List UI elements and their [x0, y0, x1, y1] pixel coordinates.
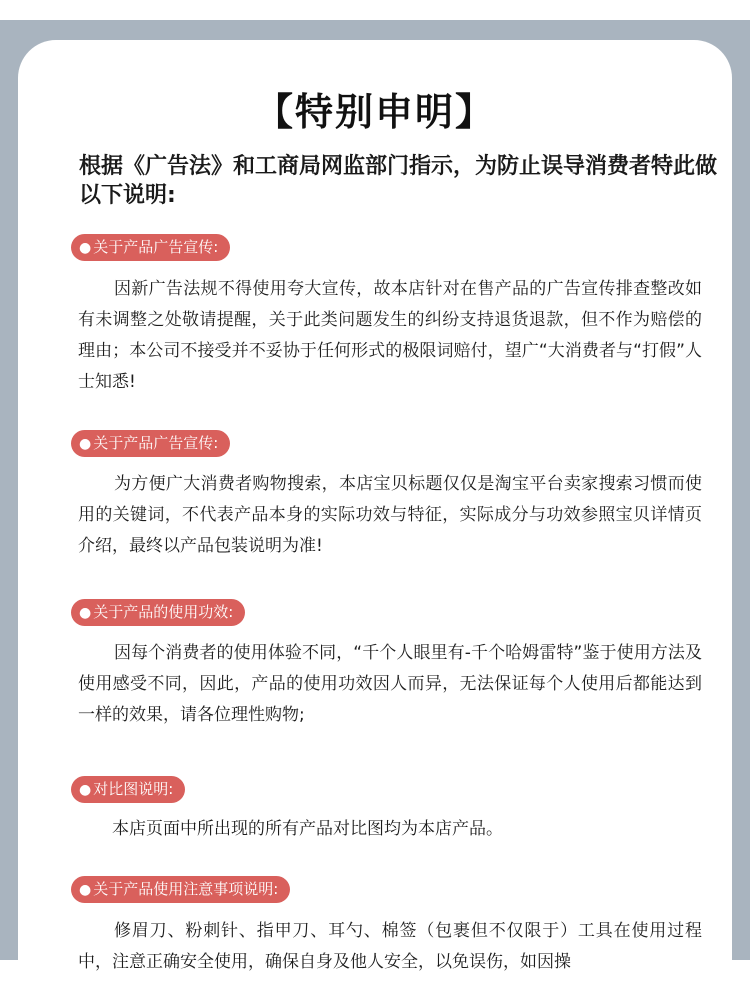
- bullet-icon: ●: [79, 436, 92, 452]
- bullet-icon: ●: [79, 882, 92, 898]
- section-tag-label: 关于产品的使用功效:: [93, 603, 234, 621]
- section-tag-label: 对比图说明:: [93, 780, 174, 798]
- intro-text: 根据《广告法》和工商局网监部门指示，为防止误导消费者特此做以下说明:: [79, 154, 718, 208]
- section-tag-efficacy: [71, 599, 245, 626]
- section-text-ad-2: 为方便广大消费者购物搜索，本店宝贝标题仅仅是淘宝平台卖家搜索习惯而使用的关键词，不代表产品本身的实际功效与特征，实际成分与功效参照宝贝详情页介绍，最终以产品包装说明为准!: [78, 474, 702, 556]
- section-tag-precautions: [71, 876, 290, 903]
- section-text-comparison: 本店页面中所出现的所有产品对比图均为本店产品。: [112, 819, 503, 839]
- section-tag-comparison: [71, 776, 185, 803]
- section-text-efficacy: 因每个消费者的使用体验不同，“千个人眼里有-千个哈姆雷特”鉴于使用方法及使用感受不同，因此，产品的使用功效因人而异，无法保证每个人使用后都能达到一样的效果，请各位理性购物;: [78, 643, 702, 725]
- bullet-icon: ●: [79, 782, 92, 798]
- section-tag-label: 关于产品使用注意事项说明:: [93, 880, 279, 898]
- section-text-ad-1: 因新广告法规不得使用夸大宣传，故本店针对在售产品的广告宣传排查整改如有未调整之处敬请提醒，关于此类问题发生的纠纷支持退货退款，但不作为赔偿的理由；本公司不接受并不妥协于任何形式的极限词赔付，望广“大消费者与“打假”人士知悉!: [78, 279, 702, 392]
- section-tag-ad-2: [71, 430, 230, 457]
- page-title: 【特别申明】: [254, 90, 495, 134]
- bullet-icon: ●: [79, 240, 92, 256]
- section-text-precautions: 修眉刀、粉刺针、指甲刀、耳勺、棉签（包裹但不仅限于）工具在使用过程中，注意正确安全使用，确保自身及他人安全，以免误伤，如因操: [78, 921, 702, 972]
- section-tag-label: 关于产品广告宣传:: [93, 434, 219, 452]
- section-tag-ad-1: [71, 234, 230, 261]
- bullet-icon: ●: [79, 605, 92, 621]
- section-tag-label: 关于产品广告宣传:: [93, 238, 219, 256]
